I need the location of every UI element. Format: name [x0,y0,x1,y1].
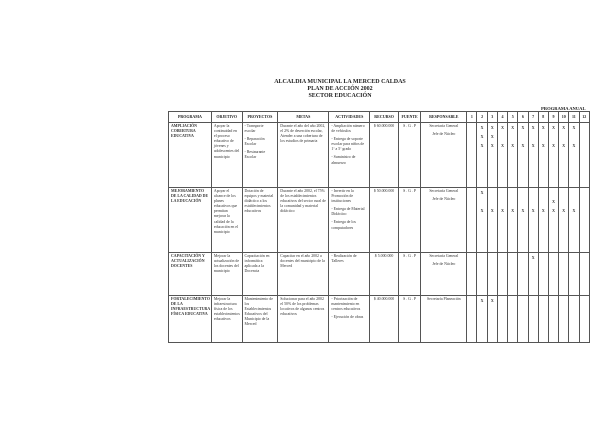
cell-actividades: - Priorización de mantenimiento en centros educativos - Ejecución de obras [329,296,370,343]
cell-month-6 [518,253,528,296]
header-month: 8 [538,112,548,123]
cell-actividades: - Realización de Talleres [329,253,370,296]
schedule-mark [571,306,576,315]
cell-recurso: $ 60.000.000 [370,123,399,188]
cell-month-8 [538,123,548,188]
schedule-mark: X [480,299,484,303]
cell-programa: MEJORAMIENTO DE LA CALIDAD DE LA EDUCACIÓN [169,188,212,253]
schedule-mark [531,133,536,142]
schedule-mark [582,315,587,324]
schedule-mark [520,297,525,306]
cell-month-12 [579,188,589,253]
schedule-mark [541,254,546,263]
schedule-mark [520,254,525,263]
schedule-mark: X [552,209,555,213]
schedule-mark: X [490,126,494,130]
cell-programa: FORTALECIMIENTO DE LA INFRAESTRUCTURA FÍSICA EDUCATIVA [169,296,212,343]
cell-actividades: - Ampliación número de vehículos - Entrega de soporte escolar para niños de 1º a 5º grado - Suministro de almuerzo [329,123,370,188]
schedule-mark: X [541,126,545,130]
schedule-mark: X [480,135,484,139]
cell-recurso: $ 50.000.000 [370,188,399,253]
schedule-mark [500,297,505,306]
schedule-mark [500,315,505,324]
cell-responsable: Secretaría General Jefe de Núcleo [421,123,467,188]
schedule-mark [479,254,484,263]
cell-month-5 [508,253,518,296]
schedule-mark [531,198,536,207]
schedule-mark [561,133,566,142]
schedule-mark [582,189,587,198]
cell-month-2 [477,296,487,343]
schedule-mark [469,189,474,198]
schedule-mark [520,315,525,324]
cell-fuente: S . G . P [398,296,420,343]
schedule-mark: X [490,144,494,148]
schedule-mark [520,306,525,315]
schedule-mark [520,133,525,142]
schedule-mark: X [480,191,484,195]
cell-actividades: - Invertir en la Promoción de instituciones - Entrega de Material Didáctico - Entrega de los computadores [329,188,370,253]
cell-fuente: S . G . P [398,123,420,188]
schedule-mark [561,272,566,281]
document-title-block [250,79,430,100]
schedule-mark [582,207,587,216]
cell-month-1 [467,253,477,296]
table-body [169,123,590,343]
schedule-mark: X [501,144,504,148]
schedule-mark [531,272,536,281]
schedule-mark [541,133,546,142]
cell-proyectos: Dotación de equipos y material didáctico a los establecimientos educativos [242,188,278,253]
schedule-mark [500,272,505,281]
schedule-mark [551,263,556,272]
schedule-mark [490,254,495,263]
header-programa: PROGRAMA [169,112,212,123]
schedule-mark [582,142,587,151]
header-month: 9 [548,112,558,123]
header-recurso: RECURSO [370,112,399,123]
schedule-mark [500,306,505,315]
schedule-mark [520,263,525,272]
cell-responsable: Secretaría General Jefe de Núcleo [421,188,467,253]
schedule-mark [510,306,515,315]
schedule-mark [571,263,576,272]
schedule-mark [510,189,515,198]
table-row [169,123,590,188]
header-metas: METAS [278,112,329,123]
schedule-mark [561,263,566,272]
schedule-mark: X [490,299,494,303]
schedule-mark [500,133,505,142]
schedule-mark: X [511,209,515,213]
table-row [169,296,590,343]
header-fuente: FUENTE [398,112,420,123]
schedule-mark: X [480,126,484,130]
schedule-mark: X [552,126,555,130]
schedule-mark [469,142,474,151]
schedule-mark [469,306,474,315]
schedule-mark [551,297,556,306]
cell-month-6 [518,123,528,188]
header-month: 5 [508,112,518,123]
cell-month-10 [559,296,569,343]
cell-month-3 [487,188,497,253]
schedule-mark [551,306,556,315]
schedule-mark [571,254,576,263]
program-annual-label: PROGRAMA ANUAL [541,106,586,111]
schedule-mark [500,198,505,207]
schedule-mark [469,207,474,216]
schedule-mark [541,198,546,207]
schedule-mark: X [572,144,576,148]
header-responsable: RESPONSABLE [421,112,467,123]
cell-month-7 [528,188,538,253]
schedule-mark [551,189,556,198]
cell-fuente: S . G . P [398,188,420,253]
cell-month-2 [477,188,487,253]
schedule-mark: X [511,144,515,148]
cell-objetivo: Apoyar el alcance de los planes educativos que permitan mejorar la calidad de la educación en el municipio [211,188,242,253]
schedule-mark [469,254,474,263]
cell-month-7 [528,253,538,296]
cell-month-6 [518,188,528,253]
cell-month-4 [497,253,507,296]
cell-month-12 [579,253,589,296]
cell-month-1 [467,296,477,343]
header-month: 3 [487,112,497,123]
cell-month-4 [497,188,507,253]
cell-metas: Capacitar en el año 2002 a docentes del municipio de la Merced [278,253,329,296]
schedule-mark [571,189,576,198]
action-plan-table [168,111,590,343]
schedule-mark [469,198,474,207]
cell-month-12 [579,296,589,343]
cell-month-9 [548,296,558,343]
cell-fuente: S . G . P [398,253,420,296]
cell-month-6 [518,296,528,343]
cell-month-5 [508,296,518,343]
cell-month-11 [569,188,579,253]
schedule-mark [582,306,587,315]
schedule-mark [531,263,536,272]
schedule-mark [571,272,576,281]
header-proyectos: PROYECTOS [242,112,278,123]
cell-proyectos: Capacitación en informática aplicada a la Docencia [242,253,278,296]
schedule-mark [520,198,525,207]
cell-month-8 [538,253,548,296]
cell-month-9 [548,123,558,188]
cell-month-8 [538,296,548,343]
schedule-mark [571,133,576,142]
schedule-mark [561,306,566,315]
schedule-mark: X [562,126,566,130]
cell-month-11 [569,123,579,188]
schedule-mark [510,315,515,324]
schedule-mark: X [531,144,535,148]
schedule-mark [582,263,587,272]
schedule-mark [561,297,566,306]
cell-month-1 [467,123,477,188]
cell-month-9 [548,188,558,253]
schedule-mark [469,263,474,272]
schedule-mark [510,297,515,306]
schedule-mark [561,315,566,324]
header-actividades: ACTIVIDADES [329,112,370,123]
cell-month-12 [579,123,589,188]
schedule-mark [510,198,515,207]
schedule-mark [551,315,556,324]
schedule-mark: X [511,126,515,130]
cell-month-10 [559,188,569,253]
cell-month-7 [528,123,538,188]
cell-month-5 [508,123,518,188]
schedule-mark [541,297,546,306]
title-plan: PLAN DE ACCIÓN 2002 [307,86,373,92]
cell-objetivo: Mejorar la actualización de los docentes del municipio [211,253,242,296]
schedule-mark [571,198,576,207]
cell-month-2 [477,123,487,188]
header-month: 7 [528,112,538,123]
schedule-mark [582,254,587,263]
cell-month-3 [487,123,497,188]
schedule-mark [490,198,495,207]
schedule-mark [541,189,546,198]
schedule-mark: X [521,209,525,213]
schedule-mark [582,272,587,281]
cell-recurso: $ 5.000.000 [370,253,399,296]
schedule-mark [561,189,566,198]
schedule-mark [490,272,495,281]
cell-month-10 [559,123,569,188]
cell-month-3 [487,296,497,343]
schedule-mark [541,306,546,315]
table-row [169,188,590,253]
cell-responsable: Secretaría Planeación [421,296,467,343]
schedule-mark [469,272,474,281]
schedule-mark [500,254,505,263]
header-month: 11 [569,112,579,123]
schedule-mark [551,272,556,281]
schedule-mark: X [531,256,535,260]
schedule-mark: X [521,144,525,148]
cell-metas: Durante el año 2002, el 75% de los establecimientos educativos del sector rural de la comunidad y material didáctico [278,188,329,253]
schedule-mark [500,189,505,198]
schedule-mark: X [480,209,484,213]
schedule-mark [582,198,587,207]
cell-month-3 [487,253,497,296]
header-objetivo: OBJETIVO [211,112,242,123]
cell-objetivo: Apoyar la continuidad en el proceso educativo de jóvenes y adolescentes del municipio [211,123,242,188]
header-month: 1 [467,112,477,123]
schedule-mark [551,133,556,142]
schedule-mark [571,297,576,306]
schedule-mark [541,315,546,324]
schedule-mark [490,263,495,272]
schedule-mark: X [531,126,535,130]
schedule-mark [520,272,525,281]
schedule-mark [469,315,474,324]
schedule-mark [531,297,536,306]
schedule-mark: X [490,135,494,139]
cell-month-4 [497,123,507,188]
schedule-mark [469,124,474,133]
schedule-mark [469,133,474,142]
schedule-mark: X [552,200,555,204]
cell-objetivo: Mejorar la infraestructura física de los establecimientos educativos [211,296,242,343]
schedule-mark: X [562,209,566,213]
cell-programa: CAPACITACIÓN Y ACTUALIZACIÓN DOCENTES [169,253,212,296]
schedule-mark: X [490,209,494,213]
schedule-mark: X [562,144,566,148]
table-header-row [169,112,590,123]
schedule-mark: X [572,126,576,130]
schedule-mark: X [480,144,484,148]
header-month: 4 [497,112,507,123]
cell-metas: Solucionar para el año 2002 el 50% de los problemas locativos de algunos centros educativos [278,296,329,343]
cell-month-11 [569,296,579,343]
cell-month-8 [538,188,548,253]
header-month: 10 [559,112,569,123]
schedule-mark [500,263,505,272]
cell-month-11 [569,253,579,296]
schedule-mark [469,297,474,306]
schedule-mark [561,254,566,263]
schedule-mark: X [501,209,504,213]
table-row [169,253,590,296]
schedule-mark: X [541,209,545,213]
title-sector: SECTOR EDUCACIÓN [308,93,372,99]
cell-proyectos: Mantenimiento de los Establecimientos Educativos del Municipio de la Merced [242,296,278,343]
title-municipality: ALCALDIA MUNICIPAL LA MERCED CALDAS [274,79,406,85]
schedule-mark [510,272,515,281]
cell-month-4 [497,296,507,343]
cell-month-5 [508,188,518,253]
schedule-mark: X [572,209,576,213]
schedule-mark [479,272,484,281]
schedule-mark [479,306,484,315]
cell-programa: AMPLIACIÓN COBERTURA EDUCATIVA [169,123,212,188]
cell-month-1 [467,188,477,253]
cell-month-7 [528,296,538,343]
schedule-mark [571,315,576,324]
schedule-mark: X [531,209,535,213]
schedule-mark [490,189,495,198]
cell-month-9 [548,253,558,296]
schedule-mark [582,297,587,306]
cell-month-10 [559,253,569,296]
schedule-mark: X [501,126,504,130]
schedule-mark [479,198,484,207]
cell-recurso: $ 40.000.000 [370,296,399,343]
schedule-mark [541,272,546,281]
schedule-mark [561,198,566,207]
cell-proyectos: - Transporte escolar - Reparación Escolar - Restaurante Escolar [242,123,278,188]
schedule-mark [510,263,515,272]
cell-responsable: Secretaría General Jefe de Núcleo [421,253,467,296]
schedule-mark: X [552,144,555,148]
schedule-mark: X [541,144,545,148]
schedule-mark [479,315,484,324]
header-month: 6 [518,112,528,123]
header-month: 12 [579,112,589,123]
schedule-mark [479,263,484,272]
schedule-mark [551,254,556,263]
header-month: 2 [477,112,487,123]
cell-metas: Durante el año del año 2002, el 2% de deserción escolar, Atender a una cobertura de los estudios de primaria [278,123,329,188]
schedule-mark [531,306,536,315]
schedule-mark [582,124,587,133]
cell-month-2 [477,253,487,296]
schedule-mark [490,315,495,324]
schedule-mark: X [521,126,525,130]
schedule-mark [582,133,587,142]
schedule-mark [490,306,495,315]
schedule-mark [510,133,515,142]
schedule-mark [520,189,525,198]
schedule-mark [531,315,536,324]
schedule-mark [510,254,515,263]
schedule-mark [531,189,536,198]
schedule-mark [541,263,546,272]
